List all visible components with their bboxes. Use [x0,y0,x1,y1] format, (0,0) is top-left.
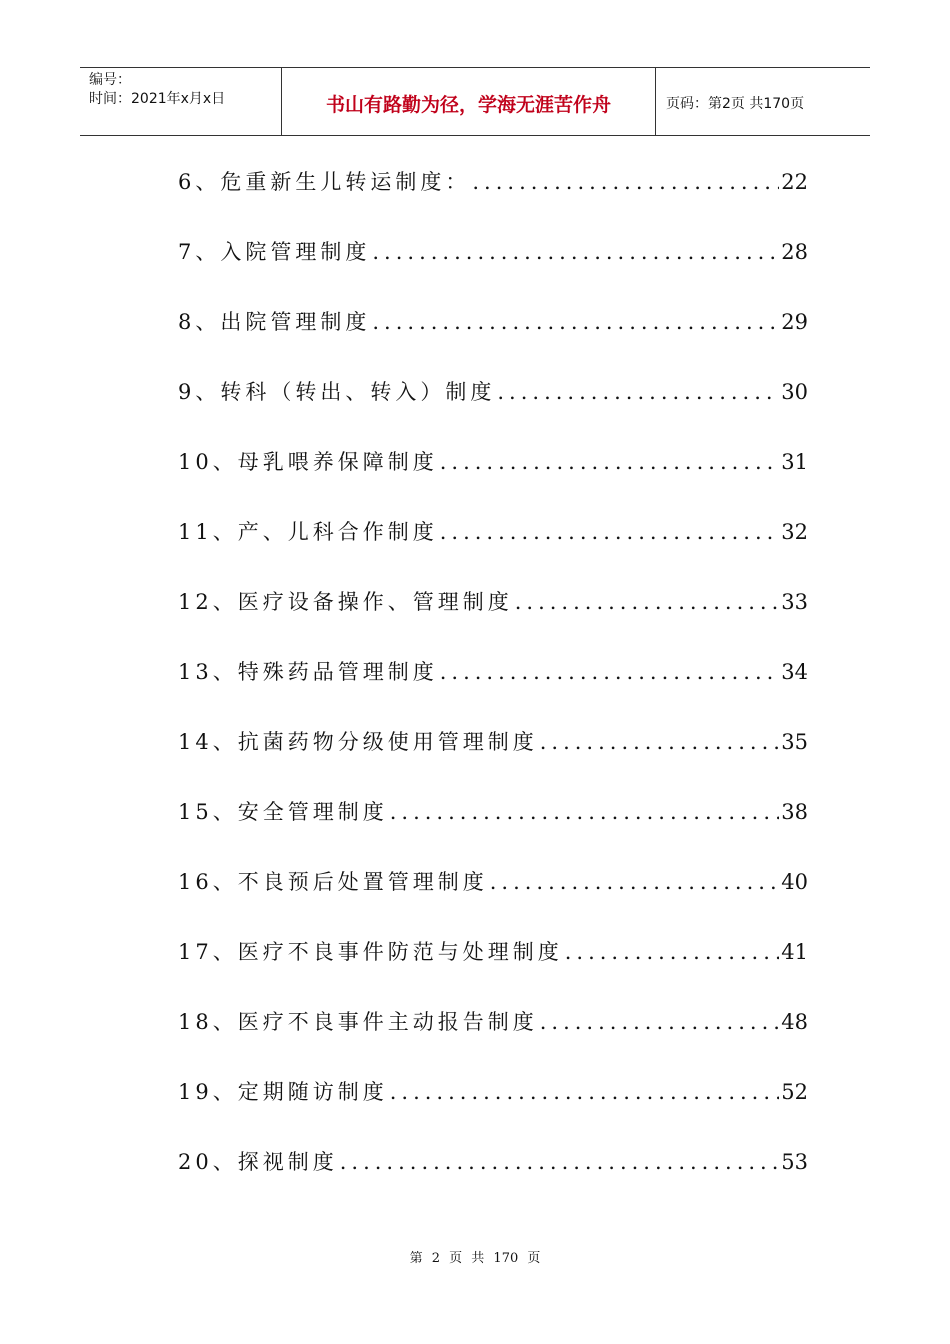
toc-entry[interactable] [178,586,808,656]
toc-entry[interactable] [178,1006,808,1076]
toc-entry-title: 13、特殊药品管理制度 [178,660,438,684]
toc-entry[interactable] [178,516,808,586]
toc-leader-dots [390,800,780,824]
toc-entry-title: 19、定期随访制度 [178,1080,388,1104]
toc-entry-page: 29 [781,310,808,334]
toc-entry-title: 8、出院管理制度 [178,310,371,334]
toc-entry[interactable] [178,936,808,1006]
toc-entry-page: 28 [781,240,808,264]
document-number-label: 编号： [89,72,131,88]
toc-entry[interactable] [178,306,808,376]
header-meta [80,68,282,135]
page-header [80,67,870,136]
toc-entry[interactable] [178,446,808,516]
toc-entry-title: 12、医疗设备操作、管理制度 [178,590,513,614]
toc-entry-title: 20、探视制度 [178,1150,338,1174]
toc-leader-dots [472,170,779,194]
toc-entry[interactable] [178,726,808,796]
toc-entry[interactable] [178,656,808,726]
toc-leader-dots [540,1010,780,1034]
toc-leader-dots [440,660,780,684]
toc-leader-dots [340,1150,780,1174]
toc-entry-page: 30 [781,380,808,404]
page-footer: 第 2 页 共 170 页 [409,1251,541,1266]
toc-entry-title: 14、抗菌药物分级使用管理制度 [178,730,538,754]
toc-entry[interactable] [178,1076,808,1146]
toc-entry-page: 32 [781,520,808,544]
toc-entry-title: 7、入院管理制度 [178,240,371,264]
toc-leader-dots [372,240,779,264]
toc-entry-page: 40 [781,870,808,894]
toc-leader-dots [540,730,780,754]
toc-leader-dots [490,870,780,894]
toc-leader-dots [515,590,780,614]
toc-entry[interactable] [178,236,808,306]
toc-entry-page: 35 [781,730,808,754]
toc-leader-dots [440,450,780,474]
toc-entry-title: 11、产、儿科合作制度 [178,520,438,544]
table-of-contents [178,166,808,1216]
toc-leader-dots [390,1080,780,1104]
document-time-label: 时间：2021年x月x日 [89,91,226,107]
toc-entry-title: 10、母乳喂养保障制度 [178,450,438,474]
toc-entry-page: 33 [781,590,808,614]
toc-entry-title: 18、医疗不良事件主动报告制度 [178,1010,538,1034]
toc-entry[interactable] [178,376,808,446]
toc-entry-page: 34 [781,660,808,684]
toc-entry-page: 22 [781,170,808,194]
toc-entry-page: 48 [781,1010,808,1034]
toc-leader-dots [440,520,780,544]
toc-entry[interactable] [178,166,808,236]
toc-entry-title: 17、医疗不良事件防范与处理制度 [178,940,563,964]
toc-entry-page: 52 [781,1080,808,1104]
toc-entry-title: 9、转科（转出、转入）制度 [178,380,496,404]
toc-entry-page: 38 [781,800,808,824]
toc-entry-title: 15、安全管理制度 [178,800,388,824]
toc-entry[interactable] [178,1146,808,1216]
toc-entry-page: 41 [781,940,808,964]
toc-entry-title: 16、不良预后处置管理制度 [178,870,488,894]
toc-leader-dots [372,310,779,334]
toc-leader-dots [565,940,780,964]
toc-leader-dots [497,380,779,404]
toc-entry[interactable] [178,866,808,936]
header-motto: 书山有路勤为径，学海无涯苦作舟 [282,68,656,135]
toc-entry-title: 6、危重新生儿转运制度： [178,170,471,194]
header-page-info: 页码：第2页 共170页 [666,95,805,112]
toc-entry[interactable] [178,796,808,866]
toc-entry-page: 53 [781,1150,808,1174]
toc-entry-page: 31 [781,450,808,474]
